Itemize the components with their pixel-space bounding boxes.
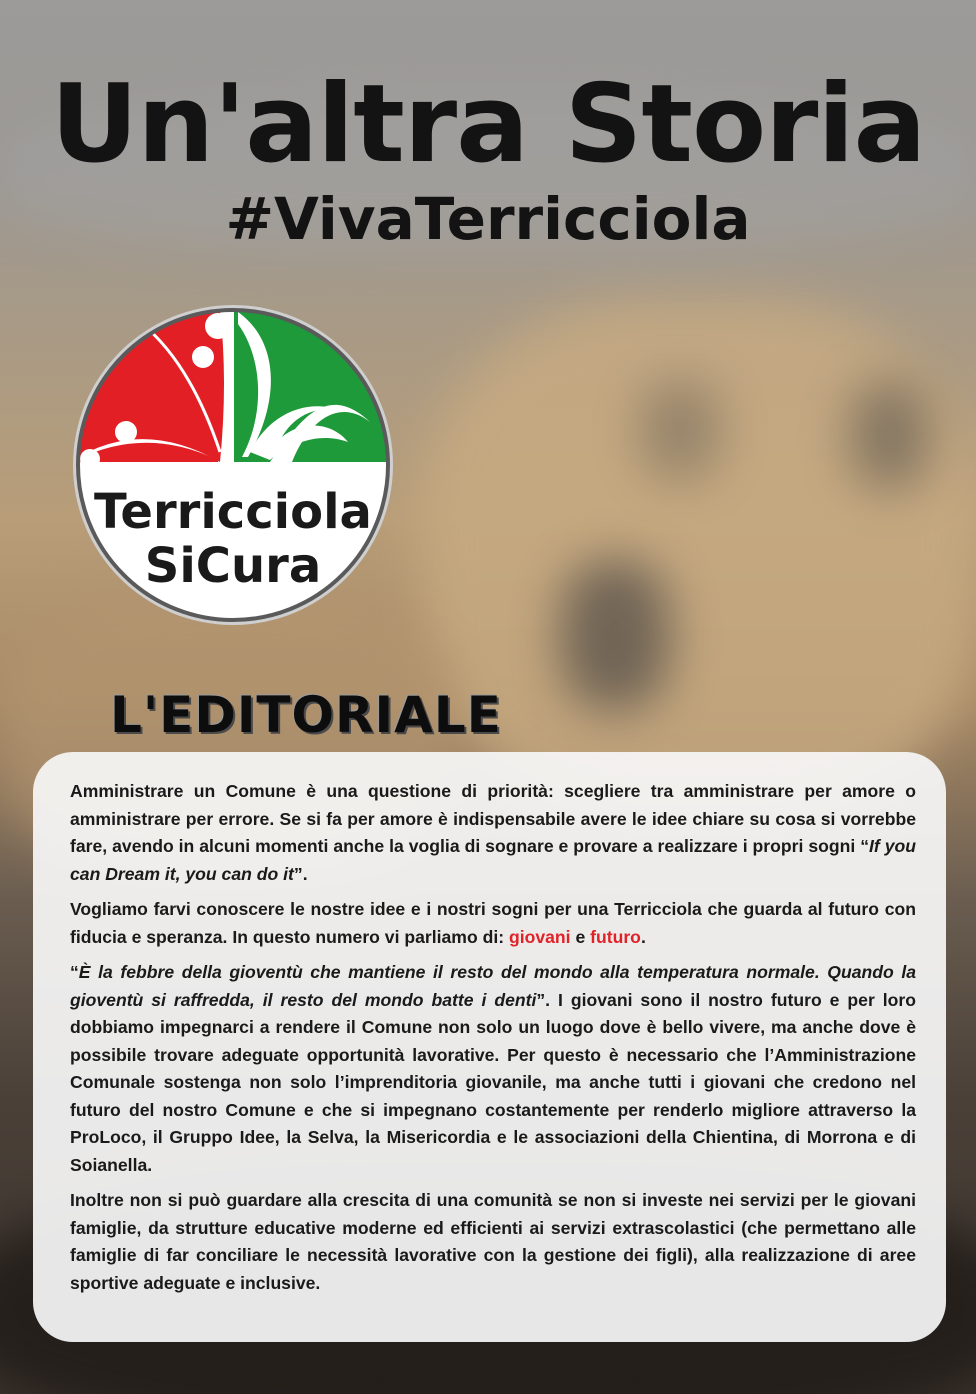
paragraph-1: Amministrare un Comune è una questione di priorità: scegliere tra amministrare per amore o amministrare per errore. Se si fa per amore è indispensabile avere le idee chiare su cosa si vorrebbe fare, avendo in alcuni momenti anche la voglia di sognare e provare a realizzare i propri sogni “If you can Dream it, you can do it”. bbox=[70, 781, 916, 884]
highlight-futuro: futuro bbox=[590, 926, 641, 947]
paragraph-4: Inoltre non si può guardare alla crescita di una comunità se non si investe nei servizi per le giovani famiglie, da strutture educative moderne ed efficienti ai servizi extrascolastici (che permettano alle famiglie di far conciliare le necessità lavorative con la gestione dei figli), alla realizzazione di aree sportive adeguate e inclusive. bbox=[70, 1190, 916, 1293]
terricciola-sicura-logo bbox=[70, 302, 396, 628]
logo-line1: Terricciola bbox=[94, 484, 372, 540]
logo-line2: SiCura bbox=[144, 538, 322, 594]
paragraph-2: Vogliamo farvi conoscere le nostre idee e i nostri sogni per una Terricciola che guarda al futuro con fiducia e speranza. In questo numero vi parliamo di: giovani e futuro. bbox=[70, 899, 916, 947]
paragraph-3: “È la febbre della gioventù che mantiene il resto del mondo alla temperatura normale. Quando la gioventù si raffredda, il resto del mondo batte i denti”. I giovani sono il nostro futuro e per loro dobbiamo impegnarci a rendere il Comune non solo un luogo dove è bello vivere, ma anche dove è possibile trovare adeguate opportunità lavorative. Per questo è necessario che l’Amministrazione Comunale sostenga non solo l’imprenditoria giovanile, ma anche tutti i giovani che credono nel futuro del nostro Comune e che si impegnano costantemente per renderlo migliore attraverso la ProLoco, il Gruppo Idee, la Selva, la Misericordia e le associazioni della Chientina, di Morrona e di Soianella. bbox=[70, 962, 916, 1175]
quote-gioventu: È la febbre della gioventù che mantiene il resto del mondo alla temperatura normale. Quando la gioventù si raffredda, il resto del mondo batte i denti bbox=[70, 962, 916, 1010]
article-body bbox=[70, 778, 916, 1305]
quote-dream: If you can Dream it, you can do it bbox=[70, 836, 916, 884]
hashtag-subtitle: #VivaTerricciola bbox=[225, 185, 751, 253]
page-title: Un'altra Storia bbox=[50, 62, 926, 187]
highlight-giovani: giovani bbox=[508, 926, 571, 947]
section-title: L'EDITORIALE bbox=[110, 686, 502, 744]
